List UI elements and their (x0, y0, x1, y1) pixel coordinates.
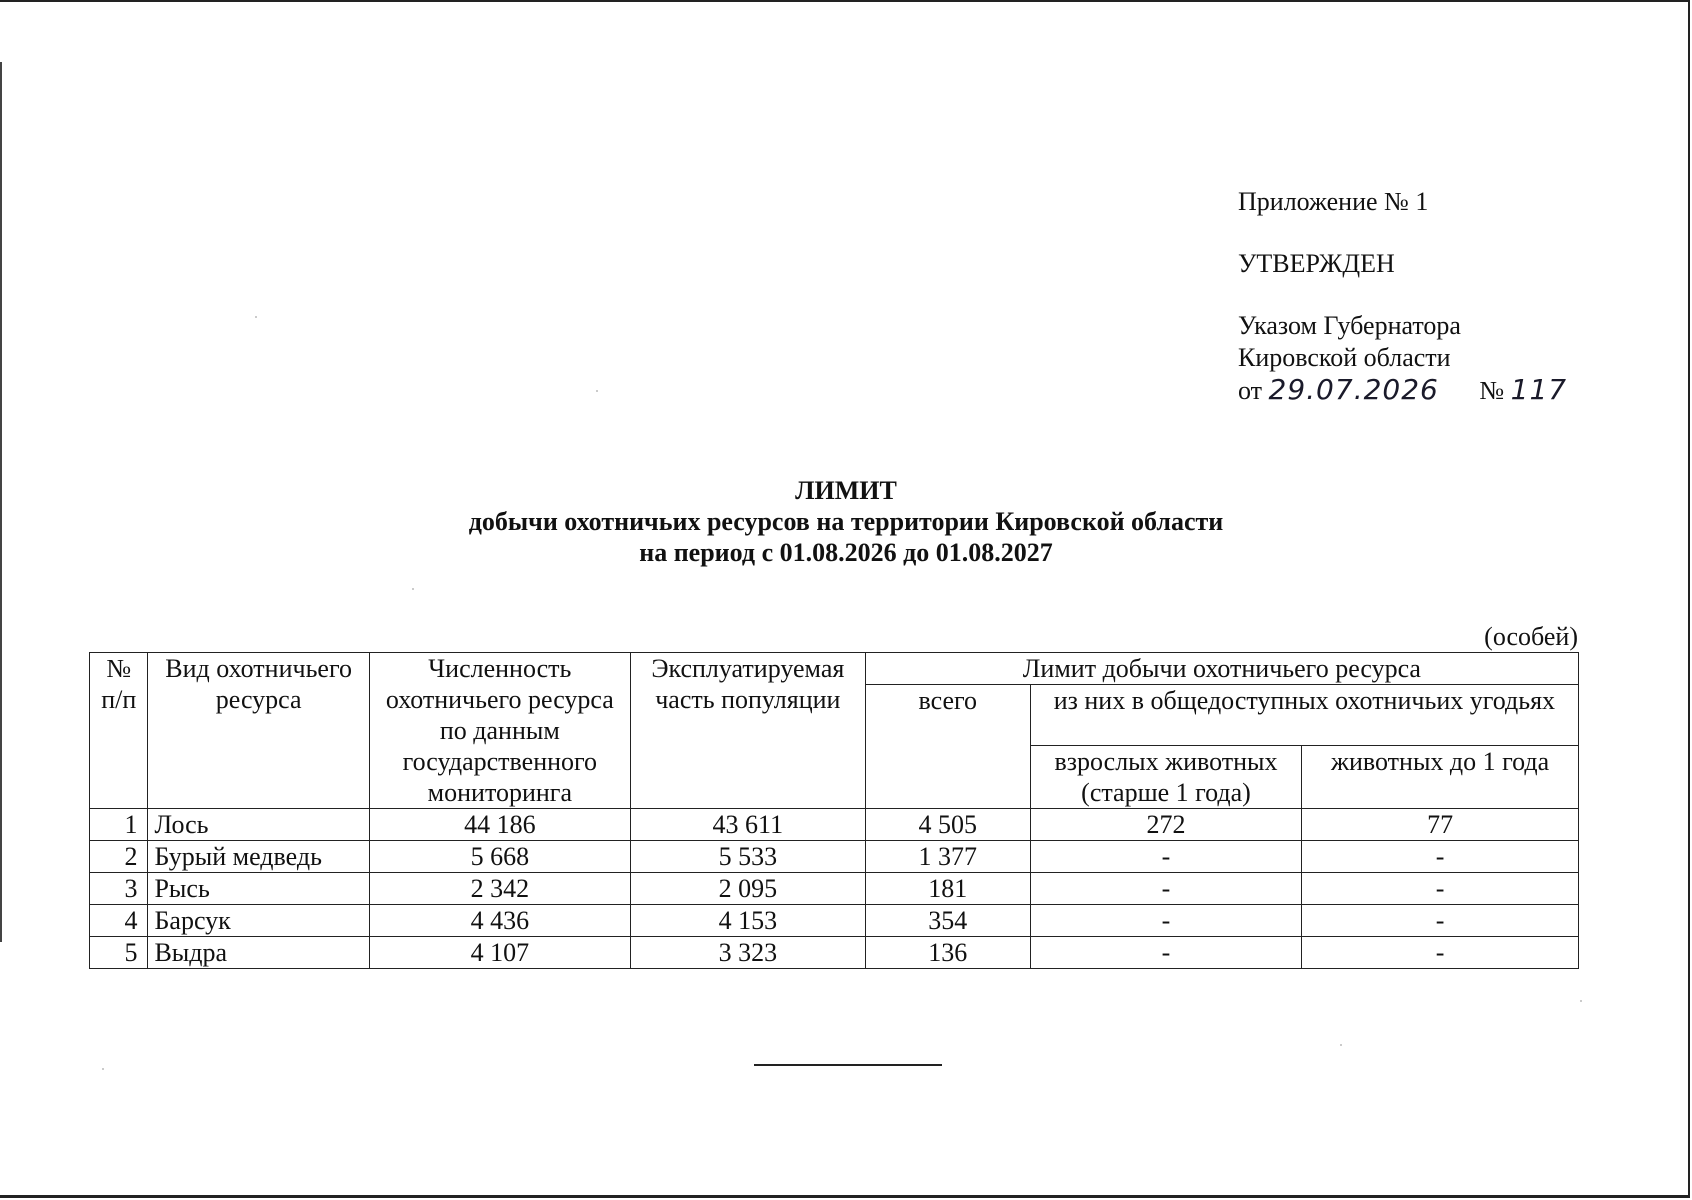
scan-speck (596, 390, 598, 392)
cell-no: 2 (90, 841, 148, 873)
cell-young: - (1302, 937, 1579, 969)
header-adults: взрослых животных (старше 1 года) (1030, 746, 1301, 809)
cell-species: Барсук (148, 905, 369, 937)
appendix-label: Приложение № 1 (1238, 187, 1429, 216)
cell-species: Бурый медведь (148, 841, 369, 873)
cell-exploited: 2 095 (630, 873, 865, 905)
document-title: ЛИМИТ (795, 476, 897, 505)
cell-exploited: 43 611 (630, 809, 865, 841)
cell-count: 2 342 (369, 873, 630, 905)
scan-speck (255, 316, 257, 318)
cell-species: Выдра (148, 937, 369, 969)
limit-table (89, 652, 1579, 969)
cell-count: 44 186 (369, 809, 630, 841)
cell-no: 5 (90, 937, 148, 969)
cell-total: 354 (865, 905, 1030, 937)
cell-count: 5 668 (369, 841, 630, 873)
table-row (90, 873, 1579, 905)
cell-young: 77 (1302, 809, 1579, 841)
scan-speck (1340, 1044, 1342, 1046)
cell-adults: 272 (1030, 809, 1301, 841)
table-row (90, 809, 1579, 841)
handwritten-number: 117 (1510, 373, 1568, 406)
cell-total: 4 505 (865, 809, 1030, 841)
handwritten-date: 29.07.2026 (1268, 373, 1439, 406)
table-row (90, 841, 1579, 873)
scan-speck (102, 1068, 104, 1070)
decree-date-line (1238, 374, 1567, 407)
cell-young: - (1302, 873, 1579, 905)
table-row (90, 937, 1579, 969)
cell-exploited: 5 533 (630, 841, 865, 873)
cell-species: Рысь (148, 873, 369, 905)
cell-total: 181 (865, 873, 1030, 905)
date-prefix: от (1238, 376, 1263, 405)
approved-label: УТВЕРЖДЕН (1238, 249, 1395, 278)
header-count: Численность охотничьего ресурса по данным государственного мониторинга (369, 653, 630, 809)
cell-no: 1 (90, 809, 148, 841)
footer-divider (754, 1064, 942, 1066)
cell-total: 136 (865, 937, 1030, 969)
cell-count: 4 107 (369, 937, 630, 969)
cell-adults: - (1030, 841, 1301, 873)
approval-block (1238, 186, 1567, 407)
decree-line-1: Указом Губернатора (1238, 311, 1461, 340)
cell-no: 4 (90, 905, 148, 937)
decree-line-2: Кировской области (1238, 343, 1451, 372)
cell-exploited: 3 323 (630, 937, 865, 969)
cell-species: Лось (148, 809, 369, 841)
number-label: № (1479, 376, 1505, 405)
header-young: животных до 1 года (1302, 746, 1579, 809)
cell-total: 1 377 (865, 841, 1030, 873)
header-no: № п/п (90, 653, 148, 809)
scan-speck (1580, 1000, 1582, 1002)
units-label: (особей) (1484, 622, 1578, 651)
cell-adults: - (1030, 905, 1301, 937)
cell-young: - (1302, 905, 1579, 937)
header-public-grounds: из них в общедоступных охотничьих угодьях (1030, 685, 1578, 746)
header-limit: Лимит добычи охотничьего ресурса (865, 653, 1578, 685)
header-species: Вид охотничьего ресурса (148, 653, 369, 809)
document-subtitle-2: на период с 01.08.2026 до 01.08.2027 (639, 538, 1053, 567)
cell-count: 4 436 (369, 905, 630, 937)
cell-young: - (1302, 841, 1579, 873)
document-heading (0, 475, 1692, 568)
header-total: всего (865, 685, 1030, 809)
cell-no: 3 (90, 873, 148, 905)
document-subtitle-1: добычи охотничьих ресурсов на территории Кировской области (468, 507, 1224, 536)
scan-speck (412, 588, 414, 590)
cell-adults: - (1030, 937, 1301, 969)
cell-exploited: 4 153 (630, 905, 865, 937)
table-row (90, 905, 1579, 937)
header-exploited: Эксплуатируемая часть популяции (630, 653, 865, 809)
cell-adults: - (1030, 873, 1301, 905)
